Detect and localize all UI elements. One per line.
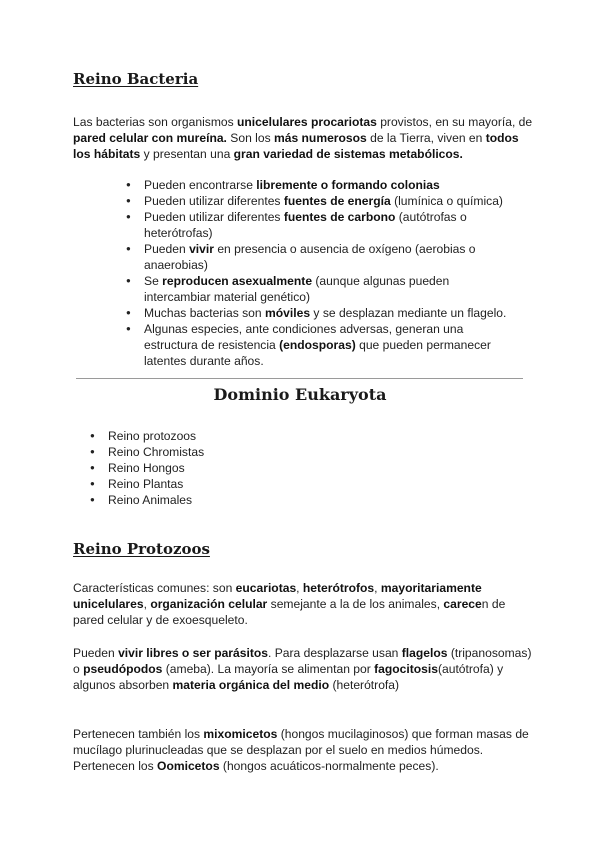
text-run: Pueden encontrarse bbox=[144, 178, 257, 192]
text-run: , bbox=[296, 581, 303, 595]
bold-text: pared celular con mureína. bbox=[73, 131, 227, 145]
list-item: ● Reino Chromistas bbox=[90, 444, 204, 460]
bold-text: heterótrofos bbox=[302, 581, 375, 595]
list-item: ● Reino Hongos bbox=[90, 460, 204, 476]
protozoos-paragraph-members bbox=[73, 726, 533, 774]
bold-text: mixomicetos bbox=[203, 727, 278, 741]
text-run: Pueden utilizar diferentes bbox=[144, 194, 284, 208]
text-run: y se desplazan mediante un flagelo. bbox=[310, 306, 507, 320]
bold-text: carece bbox=[443, 597, 482, 611]
text-run: , bbox=[374, 581, 381, 595]
text-run: Pueden bbox=[144, 242, 190, 256]
bold-text: (endosporas) bbox=[279, 338, 356, 352]
text-run: semejante a la de los animales, bbox=[267, 597, 444, 611]
list-item: ● Reino Animales bbox=[90, 492, 204, 508]
heading-reino-protozoos: Reino Protozoos bbox=[73, 540, 210, 558]
protozoos-paragraph-locomotion bbox=[73, 645, 533, 693]
list-item: ● Reino Plantas bbox=[90, 476, 204, 492]
text-run: . Para desplazarse usan bbox=[267, 646, 402, 660]
bold-text: Oomicetos bbox=[157, 759, 220, 773]
text-run: (tripanosomas) o bbox=[73, 646, 532, 676]
bold-text: fagocitosis bbox=[374, 662, 438, 676]
text-run: que pueden permanecer latentes durante años. bbox=[144, 338, 491, 368]
text-run: de la Tierra, viven en bbox=[366, 131, 486, 145]
text-run: Pertenecen también los bbox=[73, 727, 204, 741]
kingdoms-list bbox=[90, 428, 204, 508]
bold-text: todos los hábitats bbox=[73, 131, 519, 161]
list-item bbox=[126, 273, 512, 305]
bold-text: vivir libres o ser parásitos bbox=[118, 646, 268, 660]
bold-text: organización celular bbox=[150, 597, 268, 611]
bold-text: fuentes de energía bbox=[283, 194, 391, 208]
protozoos-paragraph-characteristics bbox=[73, 580, 533, 628]
bold-text: eucariotas bbox=[235, 581, 297, 595]
list-item bbox=[126, 321, 512, 369]
text-run: (lumínica o química) bbox=[390, 194, 503, 208]
list-item bbox=[126, 209, 512, 241]
text-run: Pueden utilizar diferentes bbox=[144, 210, 284, 224]
text-run: Las bacterias son organismos bbox=[73, 115, 238, 129]
text-run: provistos, en su mayoría, de bbox=[376, 115, 533, 129]
text-run: Muchas bacterias son bbox=[144, 306, 265, 320]
list-item bbox=[126, 305, 512, 321]
heading-dominio-eukaryota: Dominio Eukaryota bbox=[213, 385, 387, 404]
text-run: (autótrofas o heterótrofas) bbox=[144, 210, 467, 240]
text-run: (ameba). La mayoría se alimentan por bbox=[162, 662, 375, 676]
list-item bbox=[126, 177, 512, 193]
bold-text: flagelos bbox=[401, 646, 448, 660]
text-run: (hongos acuáticos-normalmente peces). bbox=[219, 759, 439, 773]
text-run: Características comunes: son bbox=[73, 581, 236, 595]
bold-text: mayoritariamente unicelulares bbox=[73, 581, 482, 611]
text-run: (aunque algunas pueden intercambiar material genético) bbox=[144, 274, 450, 304]
bold-text: libremente o formando colonias bbox=[256, 178, 440, 192]
text-run: (autótrofa) y algunos absorben bbox=[73, 662, 504, 692]
text-run: Algunas especies, ante condiciones adversas, generan una estructura de resistencia bbox=[144, 322, 464, 352]
bold-text: móviles bbox=[265, 306, 311, 320]
list-item bbox=[126, 241, 512, 273]
bacteria-intro-paragraph bbox=[73, 114, 533, 162]
bold-text: pseudópodos bbox=[83, 662, 163, 676]
list-item bbox=[126, 193, 512, 209]
text-run: Pueden bbox=[73, 646, 119, 660]
bold-text: unicelulares procariotas bbox=[237, 115, 377, 129]
bold-text: vivir bbox=[189, 242, 214, 256]
list-item: ● Reino protozoos bbox=[90, 428, 204, 444]
horizontal-divider bbox=[76, 378, 523, 379]
bold-text: más numerosos bbox=[273, 131, 367, 145]
bold-text: gran variedad de sistemas metabólicos. bbox=[233, 147, 463, 161]
text-run: y presentan una bbox=[140, 147, 234, 161]
bold-text: reproducen asexualmente bbox=[162, 274, 313, 288]
text-run: , bbox=[143, 597, 151, 611]
text-run: (heterótrofa) bbox=[329, 678, 400, 692]
text-run: n de pared celular y de exoesqueleto. bbox=[73, 597, 506, 627]
text-run: (hongos mucilaginosos) que forman masas de mucílago plurinucleadas que se desplazan por el suelo en medios húmedos. Pertenecen los bbox=[73, 727, 529, 773]
text-run: Son los bbox=[226, 131, 274, 145]
text-run: en presencia o ausencia de oxígeno (aerobias o anaerobias) bbox=[144, 242, 476, 272]
bacteria-characteristics-list bbox=[126, 177, 512, 369]
bold-text: materia orgánica del medio bbox=[172, 678, 330, 692]
bold-text: fuentes de carbono bbox=[283, 210, 396, 224]
text-run: Se bbox=[144, 274, 163, 288]
heading-reino-bacteria: Reino Bacteria bbox=[73, 70, 199, 88]
